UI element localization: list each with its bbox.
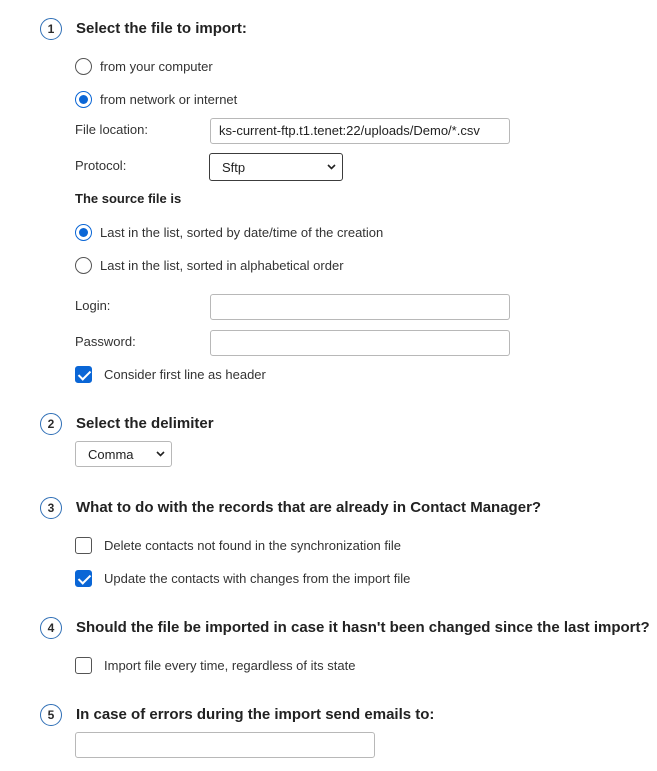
protocol-select-value: Sftp (222, 159, 246, 175)
update-contacts-label[interactable]: Update the contacts with changes from the import file (104, 571, 411, 586)
password-input[interactable] (210, 330, 510, 356)
chevron-down-icon (156, 451, 165, 457)
radio-last-alphabetical[interactable] (75, 257, 92, 274)
step-4-title: Should the file be imported in case it hasn't been changed since the last import? (76, 619, 650, 636)
source-file-heading: The source file is (75, 191, 182, 206)
error-email-input[interactable] (75, 732, 375, 758)
password-label: Password: (75, 334, 136, 349)
header-checkbox[interactable] (75, 366, 92, 383)
protocol-select[interactable] (209, 153, 343, 181)
import-every-time-label[interactable]: Import file every time, regardless of its state (104, 658, 356, 673)
step-1-badge: 1 (40, 18, 62, 40)
delimiter-select[interactable] (75, 441, 172, 467)
login-input[interactable] (210, 294, 510, 320)
header-checkbox-label[interactable]: Consider first line as header (104, 367, 266, 382)
login-label: Login: (75, 298, 111, 313)
radio-from-computer[interactable] (75, 58, 92, 75)
update-contacts-checkbox[interactable] (75, 570, 92, 587)
step-4-badge: 4 (40, 617, 62, 639)
radio-last-by-date-label[interactable]: Last in the list, sorted by date/time of the creation (100, 225, 384, 240)
step-2-badge: 2 (40, 413, 62, 435)
radio-from-network[interactable] (75, 91, 92, 108)
file-location-label: File location: (75, 122, 148, 137)
step-5-badge: 5 (40, 704, 62, 726)
radio-from-network-label[interactable]: from network or internet (100, 92, 238, 107)
radio-last-by-date[interactable] (75, 224, 92, 241)
step-2-title: Select the delimiter (76, 415, 214, 432)
delete-contacts-checkbox[interactable] (75, 537, 92, 554)
step-3-badge: 3 (40, 497, 62, 519)
step-3-title: What to do with the records that are already in Contact Manager? (76, 499, 542, 516)
radio-last-alphabetical-label[interactable]: Last in the list, sorted in alphabetical order (100, 258, 344, 273)
delimiter-select-value: Comma (88, 446, 134, 462)
file-location-input[interactable]: ks-current-ftp.t1.tenet:22/uploads/Demo/*.csv (210, 118, 510, 144)
import-every-time-checkbox[interactable] (75, 657, 92, 674)
radio-from-computer-label[interactable]: from your computer (100, 59, 213, 74)
chevron-down-icon (327, 164, 336, 170)
step-1-title: Select the file to import: (76, 20, 247, 37)
protocol-label: Protocol: (75, 158, 127, 173)
delete-contacts-label[interactable]: Delete contacts not found in the synchronization file (104, 538, 402, 553)
step-5-title: In case of errors during the import send emails to: (76, 706, 435, 723)
